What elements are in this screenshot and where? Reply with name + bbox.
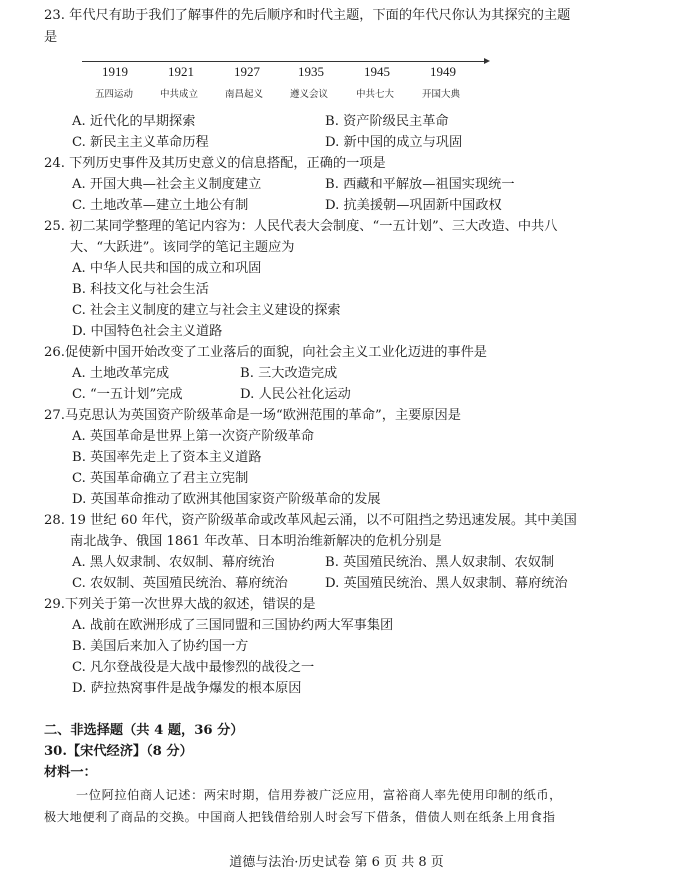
page-footer: 道德与法治·历史试卷 第 6 页 共 8 页 (229, 855, 444, 870)
q29-option-a[interactable]: A. 战前在欧洲形成了三国同盟和三国协约两大军事集团 (72, 618, 394, 633)
q26-option-b[interactable]: B. 三大改造完成 (240, 366, 338, 381)
material-text: 一位阿拉伯商人记述：两宋时期，信用券被广泛应用，富裕商人率先使用印制的纸币， (76, 788, 562, 802)
q28-stem-cont: 南北战争、俄国 1861 年改革、日本明治维新解决的危机分别是 (70, 534, 442, 549)
q30-title: 30.【宋代经济】（8 分） (44, 744, 193, 759)
q23-option-d[interactable]: D. 新中国的成立与巩固 (325, 135, 463, 150)
timeline-event: 南昌起义 (225, 89, 264, 100)
q27-option-a[interactable]: A. 英国革命是世界上第一次资产阶级革命 (72, 429, 315, 444)
q24-option-b[interactable]: B. 西藏和平解放—祖国实现统一 (325, 177, 515, 192)
q25-stem-cont: 大、“大跃进”。该同学的笔记主题应为 (70, 240, 295, 255)
q23-stem: 23. 年代尺有助于我们了解事件的先后顺序和时代主题，下面的年代尺你认为其探究的主题 (44, 8, 571, 23)
q28-option-d[interactable]: D. 英国殖民统治、黑人奴隶制、幕府统治 (325, 576, 568, 591)
q27-option-b[interactable]: B. 英国率先走上了资本主义道路 (72, 450, 262, 465)
q27-option-c[interactable]: C. 英国革命确立了君主立宪制 (72, 471, 249, 486)
timeline-year: 1935 (298, 64, 324, 79)
timeline-year: 1927 (234, 64, 260, 79)
section-title: 二、非选择题（共 4 题，36 分） (44, 723, 244, 738)
q28-stem: 28. 19 世纪 60 年代，资产阶级革命或改革风起云涌，以不可阻挡之势迅速发展。其中美国 (44, 513, 577, 528)
q26-option-a[interactable]: A. 土地改革完成 (72, 366, 170, 381)
q28-option-c[interactable]: C. 农奴制、英国殖民统治、幕府统治 (72, 576, 288, 591)
timeline-event: 中共七大 (356, 89, 395, 100)
q24-option-a[interactable]: A. 开国大典—社会主义制度建立 (72, 177, 262, 192)
q29-option-c[interactable]: C. 凡尔登战役是大战中最惨烈的战役之一 (72, 660, 315, 675)
q26-stem: 26.促使新中国开始改变了工业落后的面貌，向社会主义工业化迈进的事件是 (44, 345, 487, 360)
q29-option-d[interactable]: D. 萨拉热窝事件是战争爆发的根本原因 (72, 681, 302, 696)
q25-option-b[interactable]: B. 科技文化与社会生活 (72, 282, 209, 297)
timeline-event: 遵义会议 (290, 89, 329, 100)
timeline (82, 58, 488, 102)
q23-option-c[interactable]: C. 新民主主义革命历程 (72, 135, 209, 150)
q29-option-b[interactable]: B. 美国后来加入了协约国一方 (72, 639, 249, 654)
q28-option-a[interactable]: A. 黑人奴隶制、农奴制、幕府统治 (72, 555, 275, 570)
material-text-cont: 极大地便利了商品的交换。中国商人把钱借给别人时会写下借条，借债人则在纸条上用食指 (44, 810, 556, 824)
q25-stem: 25. 初二某同学整理的笔记内容为：人民代表大会制度、“一五计划”、三大改造、中共八 (44, 219, 558, 234)
q27-stem: 27.马克思认为英国资产阶级革命是一场“欧洲范围的革命”，主要原因是 (44, 408, 461, 423)
q24-option-c[interactable]: C. 土地改革—建立土地公有制 (72, 198, 249, 213)
timeline-axis (82, 61, 486, 62)
timeline-arrow-icon (484, 58, 490, 64)
timeline-event: 中共成立 (160, 89, 199, 100)
q28-option-b[interactable]: B. 英国殖民统治、黑人奴隶制、农奴制 (325, 555, 555, 570)
timeline-year: 1945 (364, 64, 390, 79)
q27-option-d[interactable]: D. 英国革命推动了欧洲其他国家资产阶级革命的发展 (72, 492, 381, 507)
q25-option-a[interactable]: A. 中华人民共和国的成立和巩固 (72, 261, 262, 276)
timeline-event: 五四运动 (95, 89, 134, 100)
q25-option-c[interactable]: C. 社会主义制度的建立与社会主义建设的探索 (72, 303, 341, 318)
timeline-year: 1921 (168, 64, 194, 79)
material-label: 材料一： (44, 765, 97, 780)
q23-option-a[interactable]: A. 近代化的早期探索 (72, 114, 196, 129)
timeline-year: 1949 (430, 64, 456, 79)
q26-option-d[interactable]: D. 人民公社化运动 (240, 387, 351, 402)
q24-option-d[interactable]: D. 抗美援朝—巩固新中国政权 (325, 198, 502, 213)
q25-option-d[interactable]: D. 中国特色社会主义道路 (72, 324, 223, 339)
q29-stem: 29.下列关于第一次世界大战的叙述，错误的是 (44, 597, 316, 612)
q23-stem-cont: 是 (44, 30, 58, 45)
q24-stem: 24. 下列历史事件及其历史意义的信息搭配，正确的一项是 (44, 156, 386, 171)
timeline-year: 1919 (102, 64, 128, 79)
timeline-event: 开国大典 (422, 89, 461, 100)
q23-option-b[interactable]: B. 资产阶级民主革命 (325, 114, 449, 129)
q26-option-c[interactable]: C. “一五计划”完成 (72, 387, 183, 402)
